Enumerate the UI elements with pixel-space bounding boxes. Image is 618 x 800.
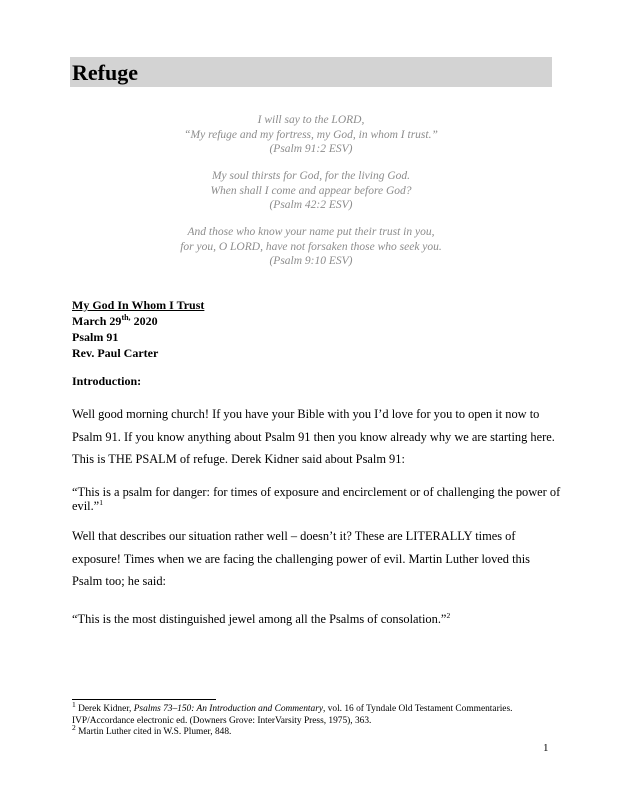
footnote-1 <box>72 699 558 727</box>
paragraph-line: Psalm 91. If you know anything about Psalm 91 then you know already why we are starting here. <box>72 429 555 444</box>
footnote-2 <box>72 722 558 739</box>
title-bar <box>70 57 552 87</box>
paragraph-line: Psalm too; he said: <box>72 574 166 588</box>
quote-text: “This is the most distinguished jewel among all the Psalms of consolation.” <box>72 612 447 626</box>
footnote-ref-2[interactable]: 2 <box>446 610 451 620</box>
epigraph-psalm-42-2 <box>70 169 552 213</box>
epigraph-reference: (Psalm 42:2 ESV) <box>269 199 353 211</box>
quote-line: “This is a psalm for danger: for times of exposure and encirclement or of challenging the power of <box>72 485 561 499</box>
footnote-divider <box>72 699 216 700</box>
footnote-ref-1[interactable]: 1 <box>99 497 103 507</box>
page-number: 1 <box>543 742 549 754</box>
footnote-number: 2 <box>72 722 76 732</box>
sermon-passage: Psalm 91 <box>72 330 119 344</box>
sermon-title: My God In Whom I Trust <box>72 298 205 312</box>
quote-line <box>72 499 556 513</box>
footnote-text: Martin Luther cited in W.S. Plumer, 848. <box>75 727 232 737</box>
footnote-line <box>72 722 558 739</box>
epigraph-psalm-91-2 <box>70 113 552 157</box>
epigraph-line: My soul thirsts for God, for the living God. <box>211 170 411 182</box>
paragraph-line: Well that describes our situation rather well – doesn’t it? These are LITERALLY times of <box>72 529 516 543</box>
paragraph-line: This is THE PSALM of refuge. Derek Kidner said about Psalm 91: <box>72 452 405 466</box>
footnote-line: IVP/Accordance electronic ed. (Downers Grove: InterVarsity Press, 1975), 363. <box>72 715 372 726</box>
paragraph-1 <box>72 403 556 471</box>
footnote-book-title: Psalms 73–150: An Introduction and Commentary <box>133 704 323 714</box>
epigraph-line: “My refuge and my fortress, my God, in whom I trust.” <box>184 128 438 141</box>
epigraph-line: And those who know your name put their trust in you, <box>187 226 435 238</box>
introduction-heading: Introduction: <box>72 374 142 388</box>
paragraph-line: Well good morning church! If you have your Bible with you I’d love for you to open it now to <box>72 407 540 421</box>
footnote-text: Derek Kidner, <box>75 704 134 714</box>
date-year: 2020 <box>130 314 158 328</box>
epigraph-reference: (Psalm 91:2 ESV) <box>269 143 353 155</box>
sermon-header <box>72 297 204 361</box>
page-title: Refuge <box>72 60 138 85</box>
footnote-line <box>72 699 558 716</box>
sermon-preacher: Rev. Paul Carter <box>72 346 159 360</box>
epigraph-psalm-9-10 <box>70 225 552 269</box>
sermon-date <box>72 313 204 329</box>
date-suffix: th, <box>121 313 131 322</box>
paragraph-2 <box>72 525 556 593</box>
epigraph-line: When shall I come and appear before God? <box>210 184 412 197</box>
epigraph-line: I will say to the LORD, <box>257 114 365 126</box>
quote-text: evil.” <box>72 499 100 513</box>
date-main: March 29 <box>72 314 122 328</box>
quote-kidner <box>72 485 561 513</box>
epigraph-reference: (Psalm 9:10 ESV) <box>269 255 353 267</box>
quote-line <box>72 608 556 631</box>
footnote-text: , vol. 16 of Tyndale Old Testament Commentaries. <box>323 704 513 714</box>
epigraph-line: for you, O LORD, have not forsaken those who seek you. <box>180 240 442 253</box>
quote-luther <box>72 608 556 631</box>
footnote-number: 1 <box>72 699 76 709</box>
paragraph-line: exposure! Times when we are facing the challenging power of evil. Martin Luther loved this <box>72 551 530 566</box>
